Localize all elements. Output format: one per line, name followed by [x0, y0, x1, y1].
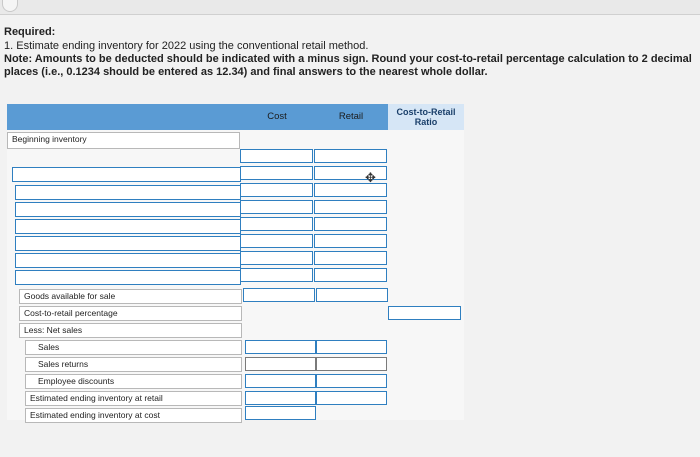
- retail-input-row-8[interactable]: [314, 268, 387, 282]
- label-employee-discounts: Employee discounts: [25, 374, 242, 389]
- retail-input-sales[interactable]: [316, 340, 387, 354]
- label-input-row-2[interactable]: [12, 167, 241, 182]
- required-title: Required:: [4, 26, 56, 38]
- cost-input-employee-discounts[interactable]: [245, 374, 316, 388]
- cost-input-row-7[interactable]: [240, 251, 313, 265]
- header-cost-to-retail-ratio: Cost-to-Retail Ratio: [388, 104, 464, 130]
- requirement-1: 1. Estimate ending inventory for 2022 using the conventional retail method.: [4, 40, 369, 52]
- label-goods-available: Goods available for sale: [19, 289, 242, 304]
- retail-input-row-4[interactable]: [314, 200, 387, 214]
- retail-input-goods-available[interactable]: [316, 288, 388, 302]
- label-less-net-sales: Less: Net sales: [19, 323, 242, 338]
- ratio-input-cost-to-retail[interactable]: [388, 306, 461, 320]
- cost-input-est-ending-cost[interactable]: [245, 406, 316, 420]
- cost-input-est-ending-retail[interactable]: [245, 391, 316, 405]
- retail-input-row-6[interactable]: [314, 234, 387, 248]
- instructions: [4, 26, 694, 79]
- retail-input-row-3[interactable]: [314, 183, 387, 197]
- label-input-row-8[interactable]: [15, 270, 241, 285]
- move-cursor-icon: ✥: [365, 170, 376, 185]
- cost-input-sales-returns[interactable]: [245, 357, 316, 371]
- header-cost: Cost: [267, 111, 287, 122]
- retail-input-employee-discounts[interactable]: [316, 374, 387, 388]
- retail-input-row-5[interactable]: [314, 217, 387, 231]
- note-text: Note: Amounts to be deducted should be indicated with a minus sign. Round your cost-to-retail percentage calculation to 2 decimal places (i.e., 0.1234 should be entered as 12.34) and final answers to the nearest whole dollar.: [4, 53, 692, 78]
- label-beginning-inventory: Beginning inventory: [7, 132, 240, 149]
- label-estimated-ending-retail: Estimated ending inventory at retail: [25, 391, 242, 406]
- label-input-row-4[interactable]: [15, 202, 241, 217]
- cost-input-row-6[interactable]: [240, 234, 313, 248]
- cost-input-row-2[interactable]: [240, 166, 313, 180]
- retail-input-row-2[interactable]: [314, 166, 387, 180]
- panel-tab[interactable]: [2, 0, 18, 12]
- header-retail: Retail: [338, 111, 364, 122]
- header-label-column: [7, 104, 240, 130]
- label-input-row-3[interactable]: [15, 185, 241, 200]
- cost-input-sales[interactable]: [245, 340, 316, 354]
- cost-input-row-5[interactable]: [240, 217, 313, 231]
- label-sales: Sales: [25, 340, 242, 355]
- cost-input-goods-available[interactable]: [243, 288, 315, 302]
- retail-input-sales-returns[interactable]: [316, 357, 387, 371]
- cost-input-row-4[interactable]: [240, 200, 313, 214]
- label-input-row-6[interactable]: [15, 236, 241, 251]
- label-cost-to-retail-percentage: Cost-to-retail percentage: [19, 306, 242, 321]
- label-sales-returns: Sales returns: [25, 357, 242, 372]
- retail-input-row-1[interactable]: [314, 149, 387, 163]
- retail-method-worksheet: [7, 104, 464, 420]
- top-panel: [0, 0, 700, 15]
- cost-input-row-3[interactable]: [240, 183, 313, 197]
- label-input-row-5[interactable]: [15, 219, 241, 234]
- cost-input-row-8[interactable]: [240, 268, 313, 282]
- retail-input-row-7[interactable]: [314, 251, 387, 265]
- label-input-row-7[interactable]: [15, 253, 241, 268]
- label-estimated-ending-cost: Estimated ending inventory at cost: [25, 408, 242, 423]
- cost-input-row-1[interactable]: [240, 149, 313, 163]
- retail-input-est-ending-retail[interactable]: [316, 391, 387, 405]
